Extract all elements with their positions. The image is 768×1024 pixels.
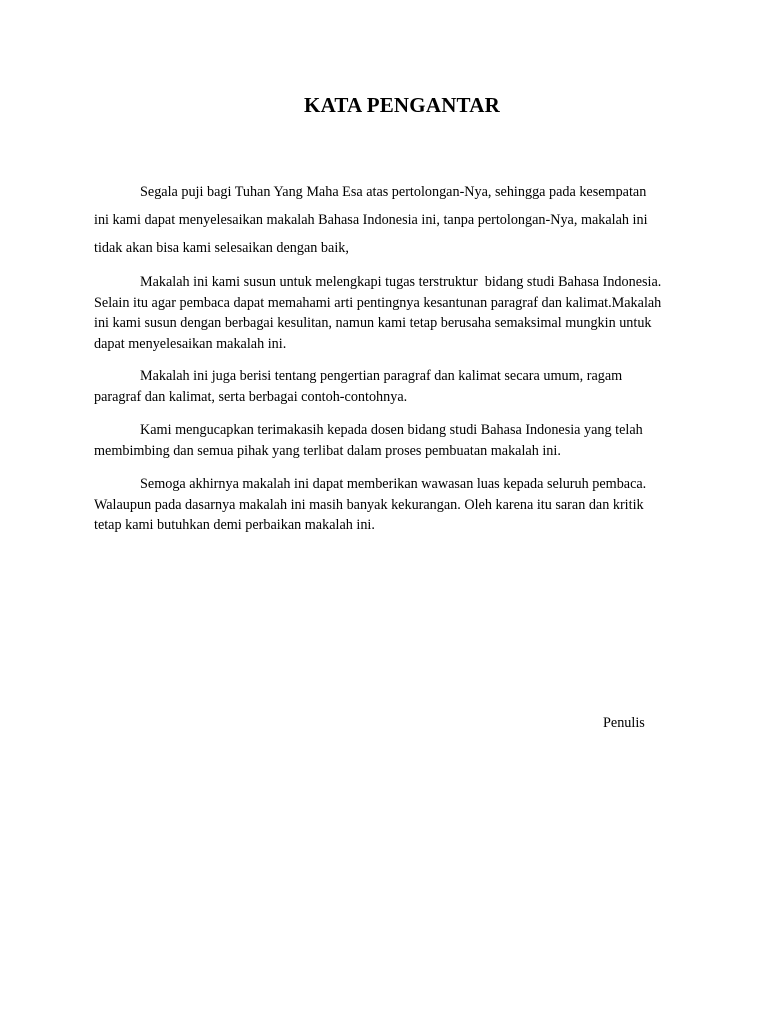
- paragraph-line: membimbing dan semua pihak yang terlibat dalam proses pembuatan makalah ini.: [94, 442, 561, 459]
- paragraph-closing: [94, 474, 714, 536]
- paragraph-line: tetap kami butuhkan demi perbaikan makalah ini.: [94, 517, 375, 533]
- paragraph-line: Makalah ini kami susun untuk melengkapi tugas terstruktur bidang studi Bahasa Indonesia.: [140, 274, 662, 290]
- paragraph-thanks: [94, 420, 714, 461]
- paragraph-line: Makalah ini juga berisi tentang pengertian paragraf dan kalimat secara umum, ragam: [140, 368, 623, 384]
- paragraph-line: Selain itu agar pembaca dapat memahami arti pentingnya kesantunan paragraf dan kalimat.Makalah: [94, 294, 662, 311]
- paragraph-opening: [94, 178, 714, 262]
- author-signature: Penulis: [603, 715, 645, 731]
- paragraph-line: ini kami susun dengan berbagai kesulitan, namun kami tetap berusaha semaksimal mungkin untuk: [94, 315, 652, 331]
- page-title: KATA PENGANTAR: [304, 93, 500, 117]
- paragraph-line: dapat menyelesaikan makalah ini.: [94, 335, 287, 352]
- paragraph-line: Semoga akhirnya makalah ini dapat memberikan wawasan luas kepada seluruh pembaca.: [140, 476, 647, 492]
- paragraph-line: paragraf dan kalimat, serta berbagai contoh-contohnya.: [94, 388, 408, 405]
- paragraph-contents: [94, 366, 714, 407]
- paragraph-line: Segala puji bagi Tuhan Yang Maha Esa atas pertolongan-Nya, sehingga pada kesempatan: [140, 184, 647, 200]
- paragraph-line: ini kami dapat menyelesaikan makalah Bahasa Indonesia ini, tanpa pertolongan-Nya, makalah ini: [94, 212, 648, 228]
- paragraph-line: Kami mengucapkan terimakasih kepada dosen bidang studi Bahasa Indonesia yang telah: [140, 422, 643, 438]
- paragraph-line: Walaupun pada dasarnya makalah ini masih banyak kekurangan. Oleh karena itu saran dan kritik: [94, 496, 644, 513]
- paragraph-line: tidak akan bisa kami selesaikan dengan baik,: [94, 240, 349, 256]
- paragraph-purpose: [94, 272, 714, 354]
